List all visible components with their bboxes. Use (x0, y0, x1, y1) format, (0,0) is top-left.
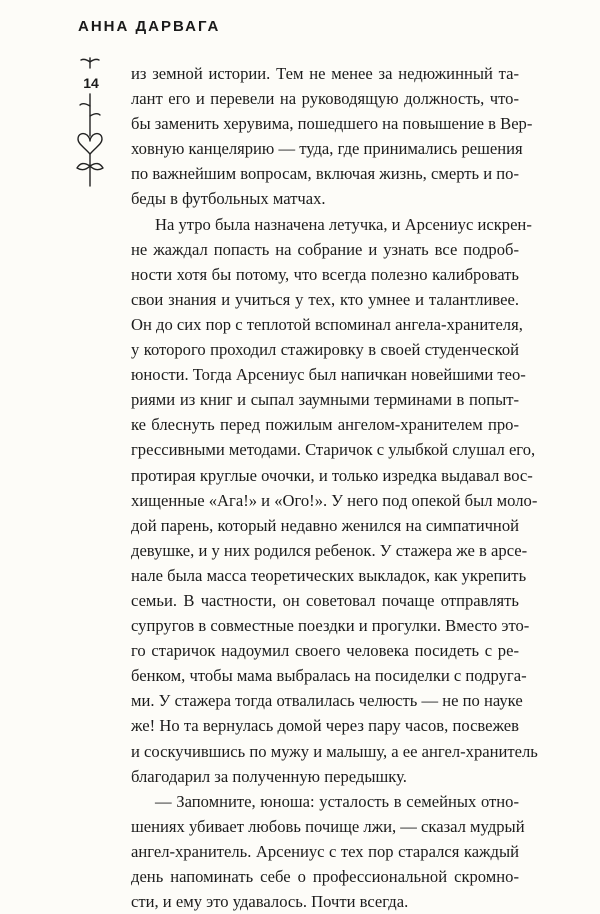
text-line: грессивными методами. Старичок с улыбкой слушал его, (131, 440, 536, 460)
text-line: На утро была назначена летучка, и Арсениус искрен- (155, 214, 532, 234)
text-line: семьи. В частности, он советовал почаще отправлять (131, 590, 519, 610)
text-line: бы заменить херувима, пошедшего на повышение в Вер- (131, 114, 533, 134)
text-line: и соскучившись по мужу и малышу, а ее ангел-хранитель (131, 741, 538, 761)
text-line: лант его и перевели на руководящую должность, что- (131, 89, 519, 109)
text-line: день напоминать себе о профессиональной скромно- (131, 867, 519, 886)
text-line: риями из книг и сыпал заумными терминами в попыт- (131, 390, 519, 410)
text-line: у которого проходил стажировку в своей студенческой (131, 340, 519, 360)
text-line: нале была масса теоретических выкладок, как укрепить (131, 565, 527, 585)
text-line: — Запомните, юноша: усталость в семейных отно- (155, 791, 519, 811)
text-line: хищенные «Ага!» и «Ого!». У него под опекой был моло- (131, 490, 538, 510)
running-title: АННА ДАРВАГА (78, 18, 221, 35)
page-number: 14 (78, 73, 104, 93)
text-line: благодарил за полученную передышку. (131, 766, 407, 786)
body-text (131, 61, 538, 914)
text-line: не жаждал попасть на собрание и узнать все подроб- (131, 239, 519, 259)
text-line: ми. У стажера тогда отвалилась челюсть — не по науке (131, 691, 523, 711)
text-line: бенком, чтобы мама выбралась на посиделки с подруга- (131, 666, 527, 686)
text-line: шениях убивает любовь почище лжи, — сказал мудрый (131, 816, 525, 836)
text-line: ке блеснуть перед пожилым ангелом-хранителем про- (131, 415, 519, 435)
text-line: Он до сих пор с теплотой вспоминал ангела-хранителя, (131, 314, 523, 334)
text-line: супругов в совместные поездки и прогулки. Вместо это- (131, 616, 530, 636)
text-line: протирая круглые очочки, и только изредка выдавал вос- (131, 465, 533, 485)
text-line: юности. Тогда Арсениус был напичкан новейшими тео- (131, 365, 526, 385)
text-line: беды в футбольных матчах. (131, 189, 326, 209)
text-line: ховную канцелярию — туда, где принимались решения (131, 139, 523, 159)
text-line: го старичок надоумил своего человека посидеть с ре- (131, 641, 519, 661)
text-line: из земной истории. Тем не менее за недюжинный та- (131, 64, 519, 83)
text-line: же! Но та вернулась домой через пару часов, посвежев (131, 716, 519, 736)
text-line: по важнейшим вопросам, включая жизнь, смерть и по- (131, 164, 519, 184)
text-line: девушке, и у них родился ребенок. У стажера же в арсе- (131, 540, 528, 560)
text-line: дой парень, который недавно женился на симпатичной (131, 515, 519, 535)
text-line: ности хотя бы потому, что всегда полезно калибровать (131, 264, 519, 284)
text-line: сти, и ему это удавалось. Почти всегда. (131, 892, 409, 912)
text-line: свои знания и учиться у тех, кто умнее и талантливее. (131, 289, 519, 309)
text-line: ангел-хранитель. Арсениус с тех пор старался каждый (131, 841, 519, 861)
